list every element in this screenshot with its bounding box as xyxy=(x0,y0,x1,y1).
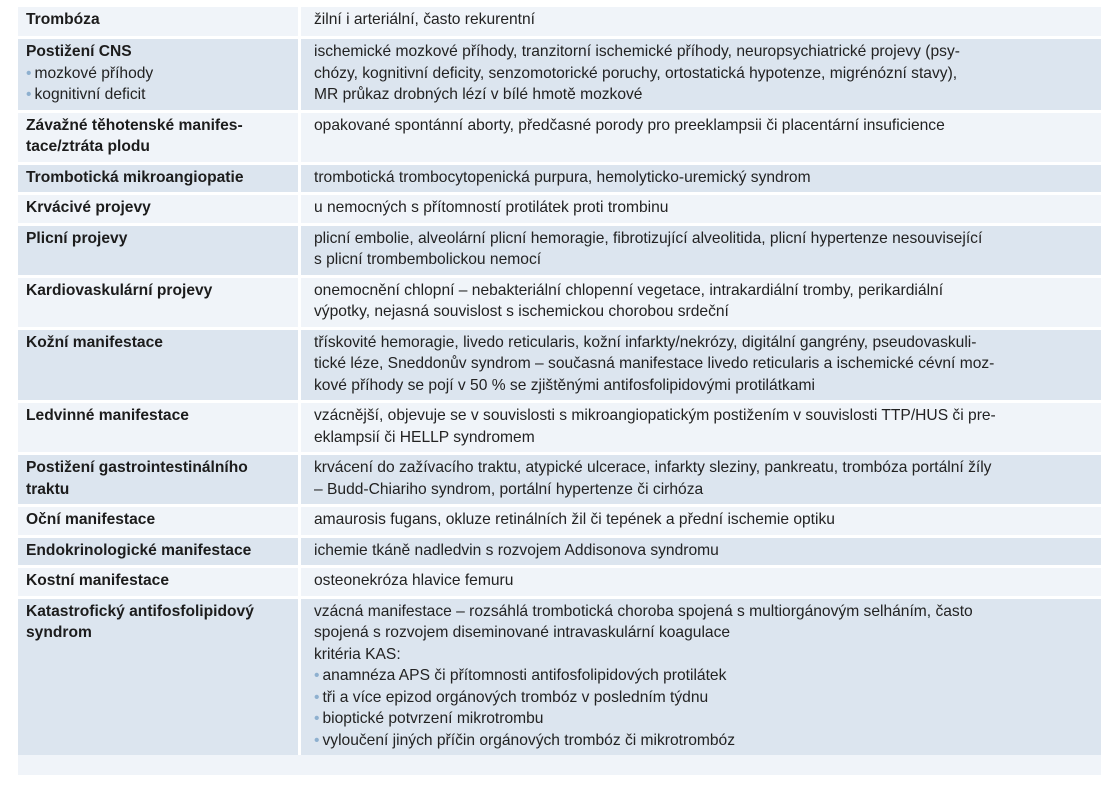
row-value-line: eklampsií či HELLP syndromem xyxy=(314,428,535,446)
criteria-list-item xyxy=(314,687,1093,709)
bullet-icon: • xyxy=(314,710,320,727)
row-value-line: spojená s rozvojem diseminované intravaskulární koagulace xyxy=(314,624,731,641)
row-label-cell xyxy=(18,504,298,535)
row-value-line: krvácení do zažívacího traktu, atypické ulcerace, infarkty sleziny, pankreatu, trombóza portální žíly xyxy=(314,459,992,476)
bullet-icon: • xyxy=(314,688,320,706)
table-row xyxy=(18,162,1101,193)
row-label: Katastrofický antifosfolipidový xyxy=(26,602,254,620)
criteria-list-item xyxy=(314,730,1093,752)
row-label-cell xyxy=(18,223,298,275)
criteria-text: anamnéza APS či přítomnosti antifosfolipidových protilátek xyxy=(322,667,727,684)
manifestations-table xyxy=(18,7,1101,755)
bullet-icon: • xyxy=(314,667,320,684)
row-value-cell xyxy=(298,535,1101,566)
table-row xyxy=(18,565,1101,596)
row-value-line: onemocnění chlopní – nebakteriální chlopenní vegetace, intrakardiální tromby, perikardiální xyxy=(314,281,944,299)
table-row xyxy=(18,504,1101,535)
criteria-list-item xyxy=(314,708,1093,730)
row-label: Endokrinologické manifestace xyxy=(26,541,252,559)
table-row xyxy=(18,400,1101,452)
criteria-text: vyloučení jiných příčin orgánových trombóz či mikrotrombóz xyxy=(322,731,735,749)
row-value-line: osteonekróza hlavice femuru xyxy=(314,572,514,589)
row-label-cell xyxy=(18,36,298,110)
row-value-line: ichemie tkáně nadledvin s rozvojem Addisonova syndromu xyxy=(314,541,719,559)
row-value-line: s plicní trombembolickou nemocí xyxy=(314,251,542,268)
row-label-cell xyxy=(18,7,298,36)
row-sublabel xyxy=(26,84,290,106)
row-value-cell xyxy=(298,7,1101,36)
row-value-line: amaurosis fugans, okluze retinálních žil či tepének a přední ischemie optiku xyxy=(314,511,835,528)
table-row xyxy=(18,110,1101,162)
row-label-cell xyxy=(18,275,298,327)
row-value-cell xyxy=(298,452,1101,504)
table-row xyxy=(18,452,1101,504)
row-label-cell xyxy=(18,596,298,756)
table-bottom-padding xyxy=(18,755,1101,775)
row-value-line: trombotická trombocytopenická purpura, hemolyticko-uremický syndrom xyxy=(314,168,811,186)
row-value-line: – Budd-Chiariho syndrom, portální hypertenze či cirhóza xyxy=(314,480,704,498)
bullet-icon: • xyxy=(314,731,320,749)
row-value-line: ischemické mozkové příhody, tranzitorní ischemické příhody, neuropsychiatrické projevy (psy- xyxy=(314,43,960,60)
row-label: Trombotická mikroangiopatie xyxy=(26,168,244,186)
row-value-cell xyxy=(298,504,1101,535)
row-label: Plicní projevy xyxy=(26,229,128,247)
row-label: Trombóza xyxy=(26,11,100,28)
row-label: Kostní manifestace xyxy=(26,572,169,589)
row-label: Kardiovaskulární projevy xyxy=(26,281,213,299)
row-value-cell xyxy=(298,596,1101,756)
row-value-cell xyxy=(298,565,1101,596)
row-value-line: plicní embolie, alveolární plicní hemoragie, fibrotizující alveolitida, plicní hypertenze nesouvisející xyxy=(314,229,983,247)
bullet-icon: • xyxy=(26,86,32,103)
row-label-cell xyxy=(18,162,298,193)
row-value-line: vzácnější, objevuje se v souvislosti s mikroangiopatickým postižením v souvislosti TTP/HUS či pre- xyxy=(314,407,996,424)
row-label-cell xyxy=(18,110,298,162)
row-sublabel xyxy=(26,63,290,85)
row-label-cell xyxy=(18,327,298,401)
row-value-cell xyxy=(298,223,1101,275)
table-row xyxy=(18,535,1101,566)
row-label: tace/ztráta plodu xyxy=(26,138,150,155)
row-value-cell xyxy=(298,162,1101,193)
row-label: Kožní manifestace xyxy=(26,333,163,351)
row-value-cell xyxy=(298,400,1101,452)
row-value-line: tické léze, Sneddonův syndrom – současná manifestace livedo reticularis a ischemické cévní moz- xyxy=(314,355,995,372)
row-label: Postižení CNS xyxy=(26,43,132,60)
row-label-cell xyxy=(18,565,298,596)
row-label: Oční manifestace xyxy=(26,511,156,528)
criteria-text: tři a více epizod orgánových trombóz v posledním týdnu xyxy=(322,688,709,706)
manifestations-table-card xyxy=(18,7,1101,775)
row-label: Krvácivé projevy xyxy=(26,199,151,216)
row-value-line: kové příhody se pojí v 50 % se zjištěnými antifosfolipidovými protilátkami xyxy=(314,376,815,394)
row-sublabel-text: kognitivní deficit xyxy=(34,86,146,103)
row-sublabel-text: mozkové příhody xyxy=(34,64,154,82)
row-value-line: MR průkaz drobných lézí v bílé hmotě mozkové xyxy=(314,86,643,103)
row-label-cell xyxy=(18,535,298,566)
row-label: traktu xyxy=(26,480,70,498)
row-label: Ledvinné manifestace xyxy=(26,407,189,424)
row-value-cell xyxy=(298,275,1101,327)
row-value-line: vzácná manifestace – rozsáhlá trombotická choroba spojená s multiorgánovým selháním, často xyxy=(314,602,973,620)
table-row xyxy=(18,192,1101,223)
row-label: Postižení gastrointestinálního xyxy=(26,459,248,476)
row-value-line: chózy, kognitivní deficity, senzomotorické poruchy, ortostatická hypotenze, migrénózní stavy), xyxy=(314,64,958,82)
table-row xyxy=(18,7,1101,36)
row-value-line: kritéria KAS: xyxy=(314,645,401,663)
table-body xyxy=(18,7,1101,755)
row-label-cell xyxy=(18,400,298,452)
table-row xyxy=(18,275,1101,327)
row-value-cell xyxy=(298,36,1101,110)
table-row xyxy=(18,596,1101,756)
row-value-line: u nemocných s přítomností protilátek proti trombinu xyxy=(314,199,669,216)
criteria-list-item xyxy=(314,665,1093,687)
table-row xyxy=(18,36,1101,110)
criteria-text: bioptické potvrzení mikrotrombu xyxy=(322,710,544,727)
row-value-cell xyxy=(298,327,1101,401)
table-row xyxy=(18,327,1101,401)
row-value-line: žilní i arteriální, často rekurentní xyxy=(314,11,536,28)
row-value-line: třískovité hemoragie, livedo reticularis, kožní infarkty/nekrózy, digitální gangrény, pseudovaskuli- xyxy=(314,333,977,351)
row-value-line: opakované spontánní aborty, předčasné porody pro preeklampsii či placentární insuficience xyxy=(314,116,945,134)
row-value-line: výpotky, nejasná souvislost s ischemickou chorobou srdeční xyxy=(314,303,729,320)
row-value-cell xyxy=(298,192,1101,223)
row-label: syndrom xyxy=(26,624,92,641)
row-label-cell xyxy=(18,192,298,223)
bullet-icon: • xyxy=(26,64,32,82)
row-value-cell xyxy=(298,110,1101,162)
row-label: Závažné těhotenské manifes- xyxy=(26,116,243,134)
row-label-cell xyxy=(18,452,298,504)
table-row xyxy=(18,223,1101,275)
